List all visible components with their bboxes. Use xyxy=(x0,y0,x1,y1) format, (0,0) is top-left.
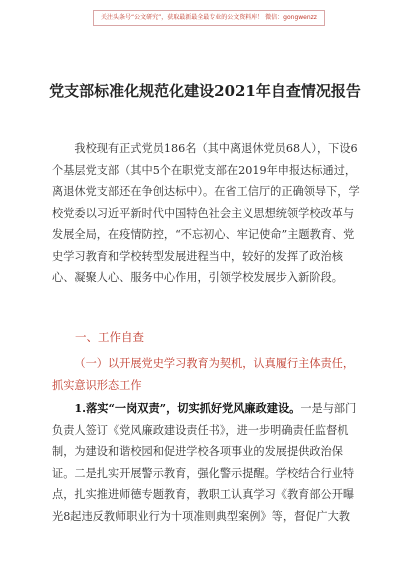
item-heading: 1.落实“一岗双责”，切实抓好党风廉政建设。 xyxy=(74,401,301,415)
intro-paragraph: 我校现有正式党员186名（其中离退休党员68人），下设6个基层党支部（其中5个在职党支部在2019年申报达标通过，离退休党支部还在争创达标中）。在省工信厅的正确领导下，学校党委以习近平新时代中国特色社会主义思想统领学校改革与发展全局，在疫情防控，“不忘初心、牢记使命”主题教育、党史学习教育和学校转型发展进程当中，较好的发挥了政治核心、凝聚人心、服务中心作用，引领学校发展步入新阶段。 xyxy=(52,142,360,284)
item-text: 一是与部门负责人签订《党风廉政建设责任书》，进一步明确责任监督机制，为建设和谐校园和促进学校各项事业的发展提供政治保证。二是扎实开展警示教育，强化警示提醒。学校结合行业特点，扎实推进师德专题教育，教职工认真学习《教育部公开曝光8起违反教师职业行为十项准则典型案例》等，督促广大教 xyxy=(52,402,357,523)
header-banner: 关注头条号“公文研究”，获取最新最全最专业的公文资料库！ 微信：gongwenzz xyxy=(93,10,325,26)
section-heading xyxy=(52,326,362,348)
document-title: 党支部标准化规范化建设2021年自查情况报告 xyxy=(49,82,361,100)
body-paragraph xyxy=(52,398,362,527)
subsection-heading: （一）以开展党史学习教育为契机，认真履行主体责任，抓实意识形态工作 xyxy=(52,357,355,392)
section-heading-text: 一、工作自查 xyxy=(75,330,144,344)
